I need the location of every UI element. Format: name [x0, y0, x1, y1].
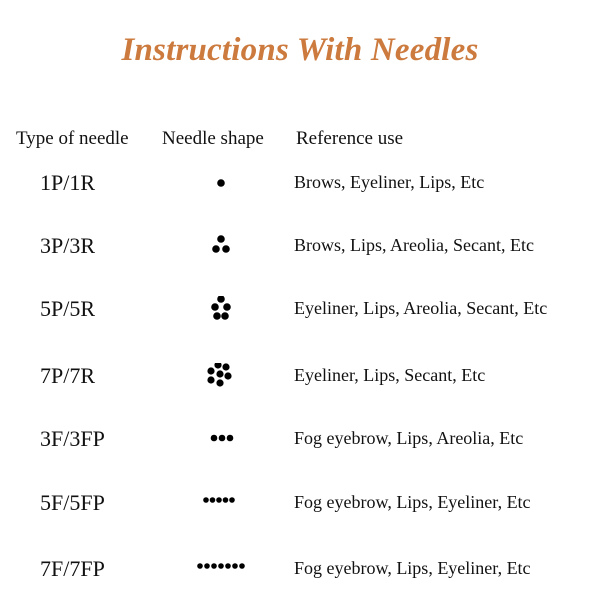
header-reference-use: Reference use	[296, 128, 404, 149]
five-dot-line-icon	[190, 490, 260, 530]
needle-type: 3F/3FP	[40, 426, 105, 451]
table-row	[0, 363, 600, 403]
reference-use: Eyeliner, Lips, Secant, Etc	[294, 365, 486, 385]
single-dot-icon	[190, 170, 260, 210]
needle-type: 7F/7FP	[40, 556, 105, 581]
five-dot-cluster-icon	[190, 296, 260, 336]
three-dot-line-icon	[190, 426, 260, 466]
needle-type: 5P/5R	[40, 296, 96, 321]
table-row	[0, 426, 600, 466]
reference-use: Fog eyebrow, Lips, Areolia, Etc	[294, 428, 524, 448]
header-needle-type: Type of needle	[16, 128, 129, 149]
reference-use: Eyeliner, Lips, Areolia, Secant, Etc	[294, 298, 548, 318]
three-dot-cluster-icon	[190, 233, 260, 273]
table-row	[0, 170, 600, 210]
needle-type: 3P/3R	[40, 233, 96, 258]
reference-use: Brows, Lips, Areolia, Secant, Etc	[294, 235, 534, 255]
page-title: Instructions With Needles	[121, 32, 479, 68]
seven-dot-line-icon	[190, 556, 260, 596]
table-row	[0, 233, 600, 273]
needle-type: 5F/5FP	[40, 490, 105, 515]
table-row	[0, 490, 600, 530]
table-row	[0, 296, 600, 336]
needle-type: 7P/7R	[40, 363, 96, 388]
reference-use: Brows, Eyeliner, Lips, Etc	[294, 172, 485, 192]
table-row	[0, 556, 600, 596]
header-needle-shape: Needle shape	[162, 128, 264, 149]
seven-dot-cluster-icon	[190, 363, 260, 403]
reference-use: Fog eyebrow, Lips, Eyeliner, Etc	[294, 558, 531, 578]
needle-type: 1P/1R	[40, 170, 96, 195]
reference-use: Fog eyebrow, Lips, Eyeliner, Etc	[294, 492, 531, 512]
